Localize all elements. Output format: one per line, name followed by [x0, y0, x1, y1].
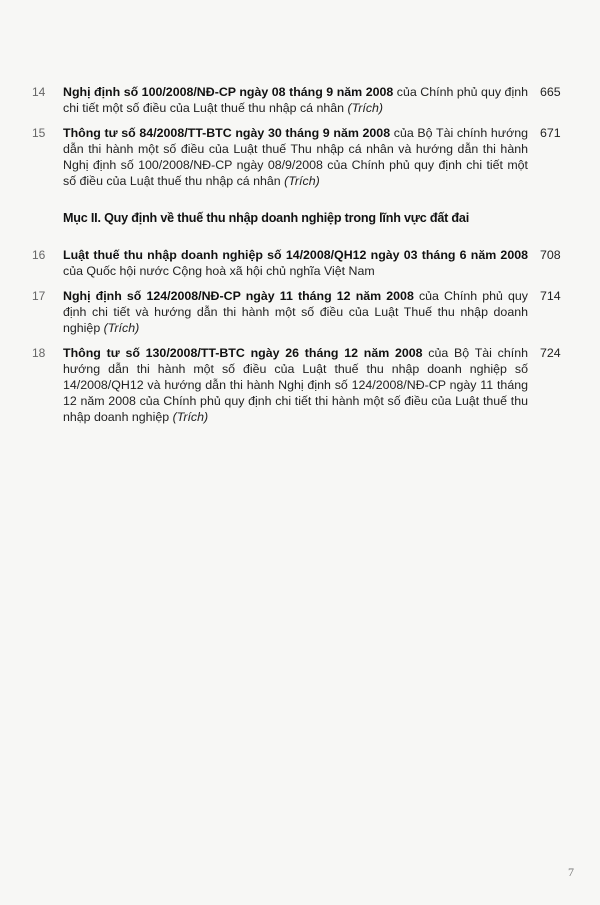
entry-description: của Chính phủ quy định chi tiết và hướng dẫn thi hành một số điều của Luật Thuế thu nhập doanh nghiệp	[63, 289, 528, 335]
entry-text	[63, 345, 528, 425]
entry-number: 15	[32, 126, 46, 140]
entry-number: 14	[32, 85, 46, 99]
entry-title: Luật thuế thu nhập doanh nghiệp số 14/2008/QH12 ngày 03 tháng 6 năm 2008	[63, 248, 528, 262]
entry-description: của Bộ Tài chính hướng dẫn thi hành một số điều của Luật thuế Thu nhập cá nhân và hướng dẫn thi hành Nghị định số 100/2008/NĐ-CP ngày 08/9/2008 của Chính phủ quy định chi tiết một số điều của Luật thuế thu nhập cá nhân	[63, 126, 528, 188]
entry-page: 714	[540, 289, 561, 303]
entry-page: 708	[540, 248, 561, 262]
entry-page: 671	[540, 126, 561, 140]
entry-description: của Chính phủ quy định chi tiết một số điều của Luật thuế thu nhập cá nhân	[63, 85, 528, 115]
entry-description: của Bộ Tài chính hướng dẫn thi hành một số điều của Luật thuế thu nhập doanh nghiệp số 14/2008/QH12 và hướng dẫn thi hành Nghị định số 124/2008/NĐ-CP ngày 11 tháng 12 năm 2008 của Chính phủ quy định chi tiết thi hành một số điều của Luật thuế thu nhập doanh nghiệp	[63, 346, 528, 424]
entry-description: của Quốc hội nước Cộng hoà xã hội chủ nghĩa Việt Nam	[63, 264, 375, 278]
entry-note: (Trích)	[284, 174, 320, 188]
entry-title: Nghị định số 100/2008/NĐ-CP ngày 08 tháng 9 năm 2008	[63, 85, 394, 99]
entry-text	[63, 247, 528, 279]
entry-title: Thông tư số 130/2008/TT-BTC ngày 26 tháng 12 năm 2008	[63, 346, 423, 360]
entry-text	[63, 125, 528, 189]
section-heading: Mục II. Quy định về thuế thu nhập doanh nghiệp trong lĩnh vực đất đai	[63, 211, 470, 225]
entry-title: Nghị định số 124/2008/NĐ-CP ngày 11 tháng 12 năm 2008	[63, 289, 414, 303]
entry-number: 16	[32, 248, 46, 262]
page-number: 7	[568, 865, 574, 879]
entry-note: (Trích)	[103, 321, 140, 335]
entry-text	[63, 84, 528, 116]
entry-title: Thông tư số 84/2008/TT-BTC ngày 30 tháng 9 năm 2008	[63, 126, 391, 140]
entry-text	[63, 288, 528, 336]
entry-page: 665	[540, 85, 561, 99]
entry-note: (Trích)	[347, 101, 384, 115]
entry-note: (Trích)	[172, 410, 209, 424]
entry-page: 724	[540, 346, 561, 360]
entry-number: 17	[32, 289, 46, 303]
entry-number: 18	[32, 346, 46, 360]
